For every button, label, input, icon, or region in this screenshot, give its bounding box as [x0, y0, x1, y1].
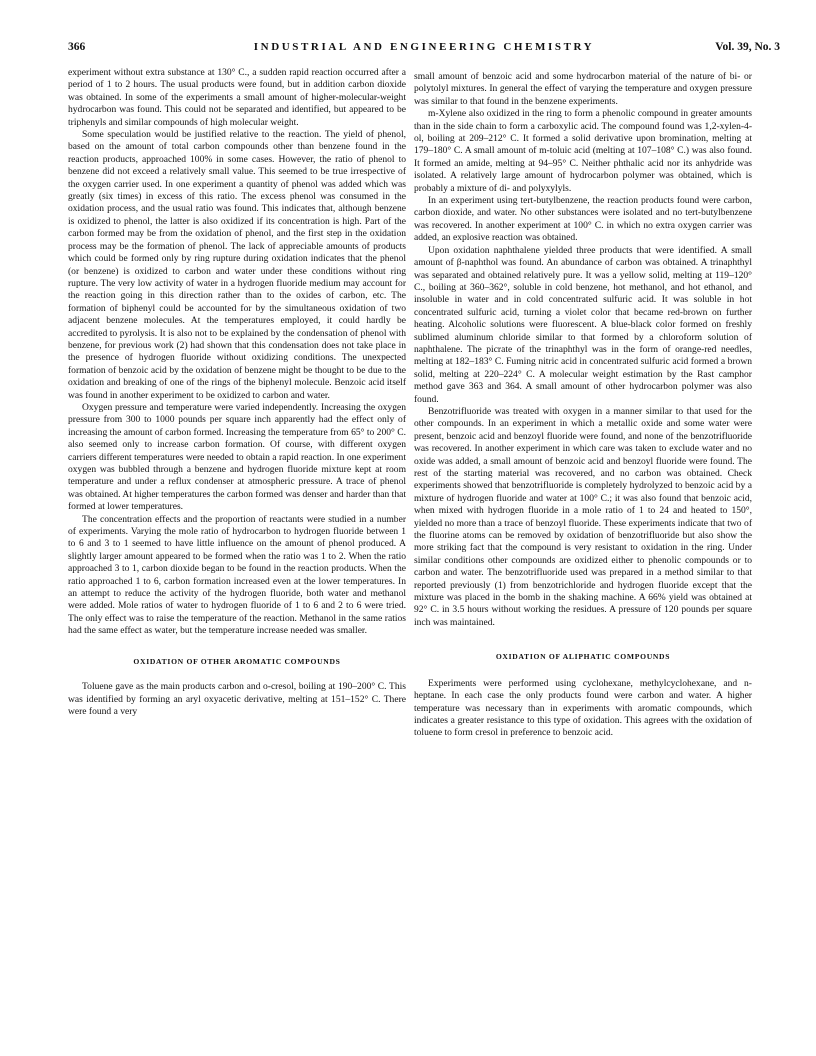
section-heading: OXIDATION OF OTHER AROMATIC COMPOUNDS [133, 656, 341, 666]
running-header [68, 39, 780, 57]
paragraph: m-Xylene also oxidized in the ring to form a phenolic compound in greater amounts than in the side chain to form a carboxylic acid. The compound found was 1,2-xylen-4-ol, boiling at 209–212° C. It formed a solid derivative upon bromination, melting at 179–180° C. A small amount of m-toluic acid (melting at 107–108° C.) was also found. It formed an amide, melting at 94–95° C. Neither phthalic acid nor its anhydride was isolated. A relatively large amount of hydrocarbon polymer was obtained, which is probably a mixture of di- and polyxylyls. [414, 108, 752, 194]
paragraph: The concentration effects and the proportion of reactants were studied in a number of experiments. Varying the mole ratio of hydrocarbon to hydrogen fluoride between 1 to 6 and 3 to 1 seemed to have little influence on the amount of phenol produced. A slightly larger amount appeared to be formed when the ratio was 1 to 2. When the ratio approached 3 to 1, carbon dioxide began to be found in the reaction products. When the ratio approached 1 to 6, carbon formation increased even at the lower temperatures. In an attempt to reduce the activity of the hydrogen fluoride, both water and methanol were added. Mole ratios of water to hydrogen fluoride of 1 to 6 and 2 to 6 were tried. The only effect was to raise the temperature of the reaction. Methanol in the same ratios had the same effect as water, but the temperature increase needed was smaller. [68, 513, 406, 637]
paragraph: experiment without extra substance at 130° C., a sudden rapid reaction occurred after a period of 1 to 2 hours. The usual products were found, but in addition carbon dioxide was obtained. In some of the experiments a small amount of higher-molecular-weight hydrocarbon was found. This could not be separated and identified, but appeared to be triphenyls and similar compounds of high molecular weight. [68, 67, 406, 128]
paragraph: small amount of benzoic acid and some hydrocarbon material of the nature of bi- or polytolyl mixtures. In general the effect of varying the temperature and oxygen pressure was similar to that found in the benzene experiments. [414, 71, 752, 107]
paragraph: Oxygen pressure and temperature were varied independently. Increasing the oxygen pressure from 300 to 1000 pounds per square inch apparently had the effect only of increasing the amount of carbon formed. Increasing the temperature from 65° to 200° C. also seemed only to increase carbon formation. Of course, with different oxygen carriers different temperatures were needed to obtain a rapid reaction. In one experiment oxygen was bubbled through a benzene and hydrogen fluoride mixture kept at room temperature and under a reflux condenser at atmospheric pressure. A trace of phenol was obtained. At higher temperatures the carbon formed was denser and harder than that formed at lower temperatures. [68, 401, 406, 513]
page-number: 366 [68, 41, 86, 53]
journal-title: INDUSTRIAL AND ENGINEERING CHEMISTRY [253, 41, 595, 53]
paragraph: In an experiment using tert-butylbenzene, the reaction products found were carbon, carbon dioxide, and water. No other substances were isolated and no tert-butylbenzene was recovered. In another experiment at 100° C. in which no extra oxygen carrier was added, an explosive reaction was obtained. [414, 195, 752, 244]
paragraph: Experiments were performed using cyclohexane, methylcyclohexane, and n-heptane. In each case the only products found were carbon and water. A higher temperature was necessary than in experiments with aromatic compounds, which indicates a greater resistance to this type of oxidation. This agrees with the oxidation of toluene to form cresol in preference to benzoic acid. [414, 677, 752, 739]
paragraph: Some speculation would be justified relative to the reaction. The yield of phenol, based on the amount of total carbon compounds other than benzene found in the reaction products, approached 100% in some cases. However, the ratio of phenol to benzene did not exceed a relatively small value. This seemed to be true irrespective of the oxygen carrier used. In one experiment a quantity of phenol was added which was greatly (six times) in excess of this ratio. The excess phenol was consumed in the oxidation process, and the usual ratio was found. This indicates that, although benzene is oxidized to phenol, the latter is also oxidized if its concentration is high. Part of the carbon formed may be from the oxidation of phenol, and the first step in the oxidation process may be the formation of phenol. The lack of appreciable amounts of products which could be formed only by ring rupture during oxidation indicates that the phenol (or benzene) is oxidized to carbon and water under these conditions without ring rupture. The very low activity of water in a hydrogen fluoride medium may account for the reaction going in this direction rather than to the oxides of carbon, etc. The formation of biphenyl could be accounted for by the simultaneous oxidation of two adjacent benzene molecules. At the temperatures employed, it could hardly be accredited to pyrolysis. It is also not to be explained by the condensation of phenol with benzene, for previous work (2) had shown that this condensation does not take place in the presence of hydrogen fluoride without oxidizing conditions. The unexpected formation of benzoic acid by the oxidation of benzene might be thought to be due to the oxidation and breaking of one of the rings of the biphenyl molecule. Benzoic acid itself was found in another experiment to be oxidized to carbon and water. [68, 129, 406, 401]
left-column [68, 67, 406, 718]
volume-issue: Vol. 39, No. 3 [715, 41, 780, 53]
section-heading: OXIDATION OF ALIPHATIC COMPOUNDS [495, 652, 671, 662]
paragraph: Toluene gave as the main products carbon and o-cresol, boiling at 190–200° C. This was identified by forming an aryl oxyacetic derivative, melting at 151–152° C. There were found a very [68, 681, 406, 717]
paragraph: Upon oxidation naphthalene yielded three products that were identified. A small amount of β-naphthol was found. An abundance of carbon was obtained. A trinaphthyl was separated and obtained relatively pure. It was a yellow solid, melting at 119–120° C., boiling at 360–362°, soluble in cold benzene, hot methanol, and hot ethanol, and insoluble in water and in cold concentrated sulfuric acid. It was soluble in hot concentrated sulfuric acid, turning a violet color that became red-brown on further heating. Alcoholic solutions were fluorescent. A blue-black color formed on freshly sublimed aluminum chloride similar to that formed by a chloroform solution of naphthalene. The picrate of the trinaphthyl was in the form of orange-red needles, melting at 182–183° C. Fuming nitric acid in concentrated sulfuric acid formed a brown solid, melting at 220–224° C. A molecular weight estimation by the Rast camphor method gave 363 and 364. A small amount of other hydrocarbon polymer was also found. [414, 244, 752, 405]
right-column [414, 71, 752, 740]
paragraph: Benzotrifluoride was treated with oxygen in a manner similar to that used for the other compounds. In an experiment in which a metallic oxide and some water were present, benzoic acid and benzoyl fluoride were found, and none of the benzotrifluoride was recovered. In another experiment in which care was taken to exclude water and no oxide was added, a small amount of benzoic acid and benzoyl fluoride were found. The rest of the starting material was recovered, and no carbon was obtained. Check experiments showed that benzotrifluoride is completely hydrolyzed to benzoic acid by a mixture of hydrogen fluoride and water at 100° C.; it was also found that benzoic acid, when mixed with hydrogen fluoride in a mole ratio of 1 to 24 and heated to 150°, yielded no more than a trace of benzoyl fluoride. These experiments indicate that two of the fluorine atoms can be removed by oxidation of benzotrifluoride but also show the more striking fact that the compound is very resistant to oxidation in the ring. Under similar conditions other compounds are oxidized either to phenolic compounds or to carbon and water. The benzotrifluoride used was prepared in a method similar to that reported previously (1) from benzotrichloride and hydrogen fluoride except that the mixture was placed in the bomb in the shaking machine. A 66% yield was obtained at 92° C. in 3.5 hours without working the residues. A pressure of 120 pounds per square inch was maintained. [414, 405, 752, 628]
